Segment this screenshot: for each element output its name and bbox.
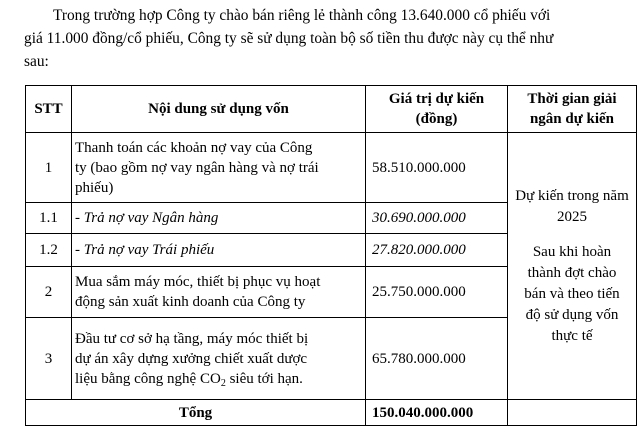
table-header-row (26, 86, 637, 133)
row-content-line: liệu bằng công nghệ CO (75, 370, 221, 387)
header-time-line2: ngân dự kiến (529, 111, 615, 127)
row-content-line: Thanh toán các khoản nợ vay của Công (75, 139, 313, 156)
total-row (26, 400, 637, 426)
intro-line-1: Trong trường hợp Công ty chào bán riêng lẻ thành công 13.640.000 cổ phiếu với (53, 7, 551, 24)
row-content-line: Đầu tư cơ sở hạ tầng, máy móc thiết bị (75, 330, 309, 347)
total-value: 150.040.000.000 (366, 400, 508, 426)
row-content (72, 267, 366, 318)
disbursement-time-cell (508, 133, 637, 400)
header-stt: STT (26, 86, 72, 133)
header-content: Nội dung sử dụng vốn (72, 86, 366, 133)
time-line: thực tế (551, 327, 593, 344)
row-content (72, 133, 366, 203)
row-content-line: dự án xây dựng xưởng chiết xuất dược (75, 350, 308, 367)
header-value-line2: (đồng) (415, 111, 458, 127)
row-content-line: phiếu) (75, 179, 114, 196)
time-line: 2025 (557, 208, 587, 225)
capital-usage-table (25, 85, 637, 426)
row-content (72, 318, 366, 400)
intro-line-2: giá 11.000 đồng/cổ phiếu, Công ty sẽ sử dụng toàn bộ số tiền thu được này cụ thể như (24, 30, 554, 47)
time-line: Dự kiến trong năm (515, 187, 629, 204)
row-content-line: ty (bao gồm nợ vay ngân hàng và nợ trái (75, 159, 319, 176)
row-stt: 1 (26, 133, 72, 203)
row-value: 30.690.000.000 (366, 203, 508, 234)
row-content: - Trả nợ vay Ngân hàng (72, 203, 366, 234)
row-value: 27.820.000.000 (366, 234, 508, 267)
row-value: 65.780.000.000 (366, 318, 508, 400)
row-content: - Trả nợ vay Trái phiếu (72, 234, 366, 267)
intro-line-3: sau: (24, 53, 49, 70)
row-content-line: Mua sắm máy móc, thiết bị phục vụ hoạt (75, 274, 321, 290)
time-line: Sau khi hoàn (532, 243, 612, 260)
row-value: 58.510.000.000 (366, 133, 508, 203)
total-label: Tổng (26, 400, 366, 426)
header-value (366, 86, 508, 133)
row-stt: 3 (26, 318, 72, 400)
co2-subscript: 2 (220, 377, 226, 389)
row-content-line: động sản xuất kinh doanh của Công ty (75, 294, 306, 310)
total-time-empty (508, 400, 637, 426)
time-line: độ sử dụng vốn (525, 306, 619, 323)
header-time-line1: Thời gian giải (527, 91, 617, 107)
time-line: thành đợt chào (527, 264, 617, 281)
table-row (26, 133, 637, 203)
time-line: bán và theo tiến (524, 285, 620, 302)
row-content-line: siêu tới hạn. (229, 370, 303, 387)
row-stt: 2 (26, 267, 72, 318)
header-value-line1: Giá trị dự kiến (388, 91, 485, 107)
row-stt: 1.1 (26, 203, 72, 234)
row-value: 25.750.000.000 (366, 267, 508, 318)
header-time (508, 86, 637, 133)
row-stt: 1.2 (26, 234, 72, 267)
